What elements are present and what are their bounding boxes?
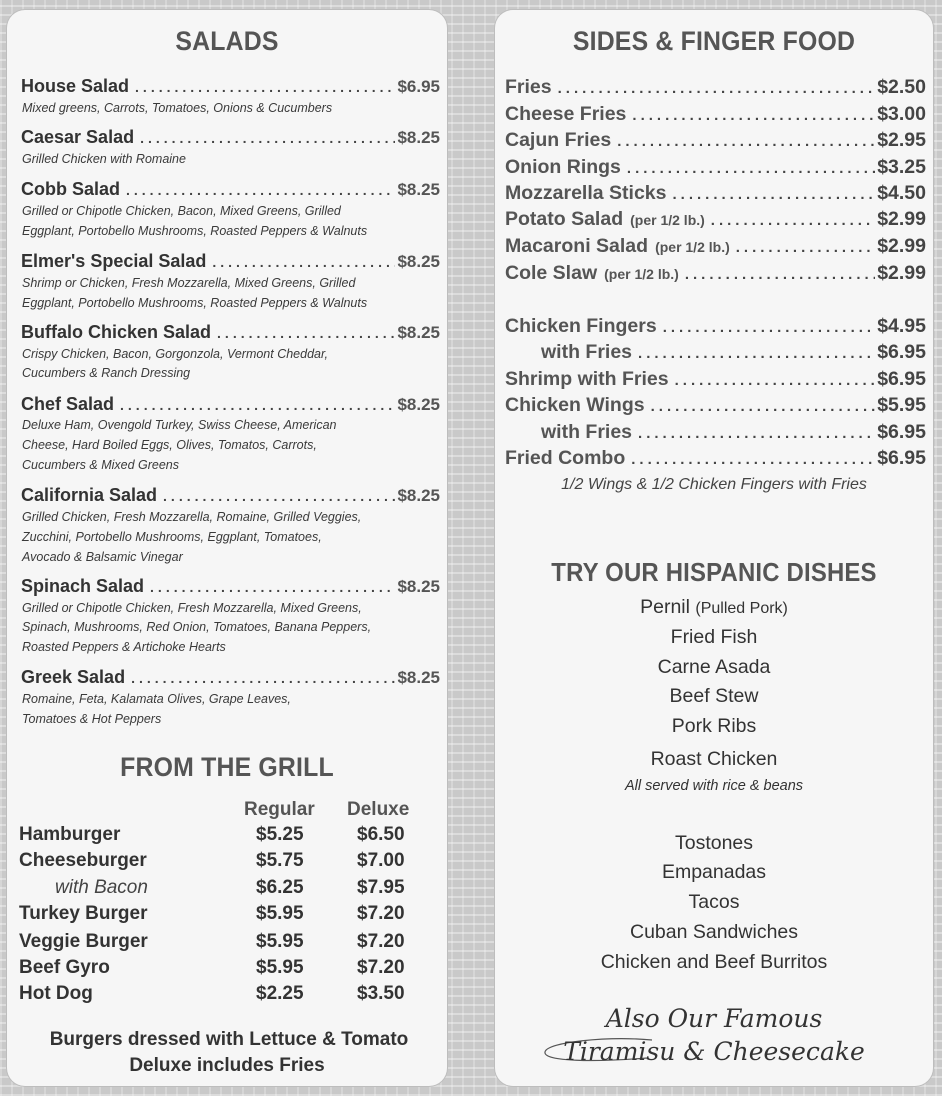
item-description: Grilled Chicken with Romaine: [22, 152, 186, 166]
item-price: $2.99: [877, 262, 926, 284]
item-portion-note: (per 1/2 lb.): [630, 212, 705, 228]
item-price: $8.25: [397, 252, 440, 271]
item-price: $2.99: [877, 235, 926, 257]
item-name: Macaroni Salad: [505, 235, 649, 257]
leader-dots: [711, 212, 875, 229]
deluxe-price: $7.00: [357, 850, 405, 871]
item-description: Roasted Peppers & Artichoke Hearts: [22, 640, 226, 654]
regular-price: $5.25: [256, 824, 304, 845]
item-name: Fries: [505, 76, 552, 98]
item-description: Crispy Chicken, Bacon, Gorgonzola, Vermont Cheddar,: [22, 347, 328, 361]
hispanic-dish: Beef Stew: [669, 685, 759, 707]
menu-item-elmers-special-salad: [21, 251, 440, 272]
item-description: Mixed greens, Carrots, Tomatoes, Onions & Cucumbers: [22, 101, 333, 115]
grill-row-beef-gyro: [19, 957, 419, 983]
hispanic-dish: Tostones: [674, 832, 754, 854]
item-name: Cole Slaw: [505, 262, 598, 284]
menu-item-chicken-fingers-with-fries: [505, 341, 926, 364]
item-name: Shrimp with Fries: [505, 368, 669, 390]
item-description: Grilled or Chipotle Chicken, Bacon, Mixed Greens, Grilled: [22, 204, 341, 218]
item-description: Cheese, Hard Boiled Eggs, Olives, Tomatos, Carrots,: [22, 438, 317, 452]
served-with-note: All served with rice & beans: [624, 778, 804, 794]
regular-price: $5.95: [256, 931, 304, 952]
menu-item-chicken-wings-with-fries: [505, 421, 926, 444]
menu-item-buffalo-chicken-salad: [21, 322, 440, 343]
item-name: Hot Dog: [19, 983, 93, 1004]
item-name: Mozzarella Sticks: [505, 182, 667, 204]
menu-item-chicken-wings: [505, 394, 926, 417]
menu-item-fries: [505, 76, 926, 99]
deluxe-price: $3.50: [357, 983, 405, 1004]
grill-row-turkey-burger: [19, 903, 419, 929]
leader-dots: [140, 130, 395, 146]
menu-item-house-salad: [21, 76, 440, 97]
item-price: $8.25: [397, 668, 440, 687]
grill-row-veggie-burger: [19, 931, 419, 957]
menu-item-chef-salad: [21, 394, 440, 415]
regular-price: $5.75: [256, 850, 304, 871]
leader-dots: [617, 133, 875, 150]
leader-dots: [632, 107, 875, 124]
menu-item-macaroni-salad: [505, 235, 926, 258]
item-name: Veggie Burger: [19, 931, 148, 952]
item-name: California Salad: [21, 485, 158, 505]
hispanic-heading: TRY OUR HISPANIC DISHES: [551, 557, 877, 587]
item-name: Cheese Fries: [505, 103, 627, 125]
item-description: Shrimp or Chicken, Fresh Mozzarella, Mixed Greens, Grilled: [22, 276, 356, 290]
leader-dots: [135, 79, 395, 95]
item-name: Greek Salad: [21, 667, 126, 687]
hispanic-dish: Pork Ribs: [671, 715, 757, 737]
menu-item-caesar-salad: [21, 127, 440, 148]
item-price: $8.25: [397, 577, 440, 596]
menu-item-chicken-fingers: [505, 315, 926, 338]
item-name: Caesar Salad: [21, 127, 135, 147]
item-price: $6.95: [877, 447, 926, 469]
item-price: $6.95: [877, 341, 926, 363]
item-description: Eggplant, Portobello Mushrooms, Roasted Peppers & Walnuts: [22, 296, 368, 310]
item-price: $2.50: [877, 76, 926, 98]
hispanic-dish: Cuban Sandwiches: [629, 921, 799, 943]
item-name: Buffalo Chicken Salad: [21, 322, 212, 342]
item-description: Avocado & Balsamic Vinegar: [22, 550, 183, 564]
leader-dots: [638, 425, 875, 442]
regular-price: $6.25: [256, 877, 304, 898]
item-name: with Fries: [541, 341, 633, 363]
item-price: $8.25: [397, 180, 440, 199]
menu-item-onion-rings: [505, 156, 926, 179]
leader-dots: [685, 266, 875, 283]
fried-combo-description: 1/2 Wings & 1/2 Chicken Fingers with Fries: [561, 476, 867, 493]
leader-dots: [736, 239, 875, 256]
leader-dots: [675, 372, 876, 389]
item-portion-note: (per 1/2 lb.): [655, 239, 730, 255]
hispanic-dish: Empanadas: [661, 861, 767, 883]
item-description: Spinach, Mushrooms, Red Onion, Tomatoes, Banana Peppers,: [22, 620, 372, 634]
item-name: Turkey Burger: [19, 903, 148, 924]
deluxe-price: $7.20: [357, 931, 405, 952]
item-name: Cajun Fries: [505, 129, 612, 151]
leader-dots: [163, 488, 395, 504]
hispanic-dish: Fried Fish: [670, 626, 758, 648]
desserts-line-2: Tiramisu & Cheesecake: [563, 1037, 865, 1066]
menu-item-california-salad: [21, 485, 440, 506]
item-name: Chef Salad: [21, 394, 115, 414]
leader-dots: [558, 80, 876, 97]
grill-row-hot-dog: [19, 983, 419, 1009]
hispanic-dish: [495, 596, 933, 619]
deluxe-price: $7.20: [357, 903, 405, 924]
item-portion-note: (per 1/2 lb.): [604, 266, 679, 282]
desserts-line-1: Also Our Famous: [605, 1004, 823, 1033]
item-name: Cobb Salad: [21, 179, 121, 199]
item-description: Tomatoes & Hot Peppers: [22, 712, 162, 726]
item-name: Chicken Fingers: [505, 315, 657, 337]
grill-note-deluxe: Deluxe includes Fries: [129, 1055, 325, 1076]
item-name: Onion Rings: [505, 156, 621, 178]
grill-row-hamburger: [19, 824, 419, 850]
leader-dots: [638, 345, 875, 362]
regular-price: $2.25: [256, 983, 304, 1004]
leader-dots: [120, 397, 395, 413]
menu-item-cheese-fries: [505, 103, 926, 126]
leader-dots: [150, 579, 395, 595]
item-price: $3.25: [877, 156, 926, 178]
deluxe-price: $6.50: [357, 824, 405, 845]
leader-dots: [126, 182, 395, 198]
item-description: Cucumbers & Ranch Dressing: [22, 366, 191, 380]
leader-dots: [131, 670, 395, 686]
menu-item-shrimp-with-fries: [505, 368, 926, 391]
hispanic-dish: Carne Asada: [657, 656, 771, 678]
item-description: Grilled or Chipotle Chicken, Fresh Mozzarella, Mixed Greens,: [22, 601, 362, 615]
item-price: $8.25: [397, 323, 440, 342]
deluxe-price: $7.95: [357, 877, 405, 898]
item-price: $4.50: [877, 182, 926, 204]
menu-item-greek-salad: [21, 667, 440, 688]
item-price: $8.25: [397, 128, 440, 147]
salads-heading: SALADS: [175, 26, 279, 56]
item-name: with Fries: [541, 421, 633, 443]
item-name: with Bacon: [55, 877, 148, 898]
item-name: Fried Combo: [505, 447, 626, 469]
menu-item-fried-combo: [505, 447, 926, 470]
deluxe-price: $7.20: [357, 957, 405, 978]
item-name: Beef Gyro: [19, 957, 110, 978]
right-menu-panel: [495, 10, 933, 1086]
item-name: Cheeseburger: [19, 850, 147, 871]
item-price: $8.25: [397, 486, 440, 505]
item-name: Hamburger: [19, 824, 121, 845]
hispanic-dish: Tacos: [688, 891, 740, 913]
leader-dots: [217, 325, 395, 341]
menu-item-cajun-fries: [505, 129, 926, 152]
item-name: Potato Salad: [505, 208, 624, 230]
item-price: $2.99: [877, 208, 926, 230]
item-price: $3.00: [877, 103, 926, 125]
deluxe-column-header: Deluxe: [347, 799, 410, 820]
item-name: Elmer's Special Salad: [21, 251, 207, 271]
leader-dots: [212, 254, 395, 270]
menu-item-cobb-salad: [21, 179, 440, 200]
left-menu-panel: [7, 10, 447, 1086]
item-description: Romaine, Feta, Kalamata Olives, Grape Leaves,: [22, 692, 291, 706]
item-name: Chicken Wings: [505, 394, 645, 416]
item-price: $6.95: [877, 421, 926, 443]
hispanic-dish: Chicken and Beef Burritos: [600, 951, 828, 973]
grill-note-dressing: Burgers dressed with Lettuce & Tomato: [49, 1029, 409, 1050]
item-price: $6.95: [397, 77, 440, 96]
item-description: Eggplant, Portobello Mushrooms, Roasted Peppers & Walnuts: [22, 224, 368, 238]
item-name: Spinach Salad: [21, 576, 145, 596]
regular-column-header: Regular: [244, 799, 315, 820]
sides-heading: SIDES & FINGER FOOD: [572, 26, 856, 56]
grill-heading: FROM THE GRILL: [120, 752, 334, 782]
item-price: $4.95: [877, 315, 926, 337]
grill-row-with-bacon: [19, 877, 419, 903]
grill-row-cheeseburger: [19, 850, 419, 876]
menu-item-mozzarella-sticks: [505, 182, 926, 205]
menu-item-potato-salad: [505, 208, 926, 231]
item-description: Deluxe Ham, Ovengold Turkey, Swiss Cheese, American: [22, 418, 337, 432]
item-description: Cucumbers & Mixed Greens: [22, 458, 180, 472]
dish-name: Pernil: [640, 596, 690, 618]
regular-price: $5.95: [256, 903, 304, 924]
menu-item-cole-slaw: [505, 262, 926, 285]
leader-dots: [672, 186, 875, 203]
item-price: $2.95: [877, 129, 926, 151]
hispanic-dish: Roast Chicken: [650, 748, 778, 770]
leader-dots: [651, 398, 876, 415]
item-description: Zucchini, Portobello Mushrooms, Eggplant, Tomatoes,: [22, 530, 322, 544]
leader-dots: [631, 451, 875, 468]
menu-item-spinach-salad: [21, 576, 440, 597]
regular-price: $5.95: [256, 957, 304, 978]
item-description: Grilled Chicken, Fresh Mozzarella, Romaine, Grilled Veggies,: [22, 510, 362, 524]
leader-dots: [627, 160, 875, 177]
item-price: $5.95: [877, 394, 926, 416]
item-price: $8.25: [397, 395, 440, 414]
item-name: House Salad: [21, 76, 130, 96]
leader-dots: [663, 319, 875, 336]
item-price: $6.95: [877, 368, 926, 390]
dish-note: (Pulled Pork): [695, 600, 788, 617]
